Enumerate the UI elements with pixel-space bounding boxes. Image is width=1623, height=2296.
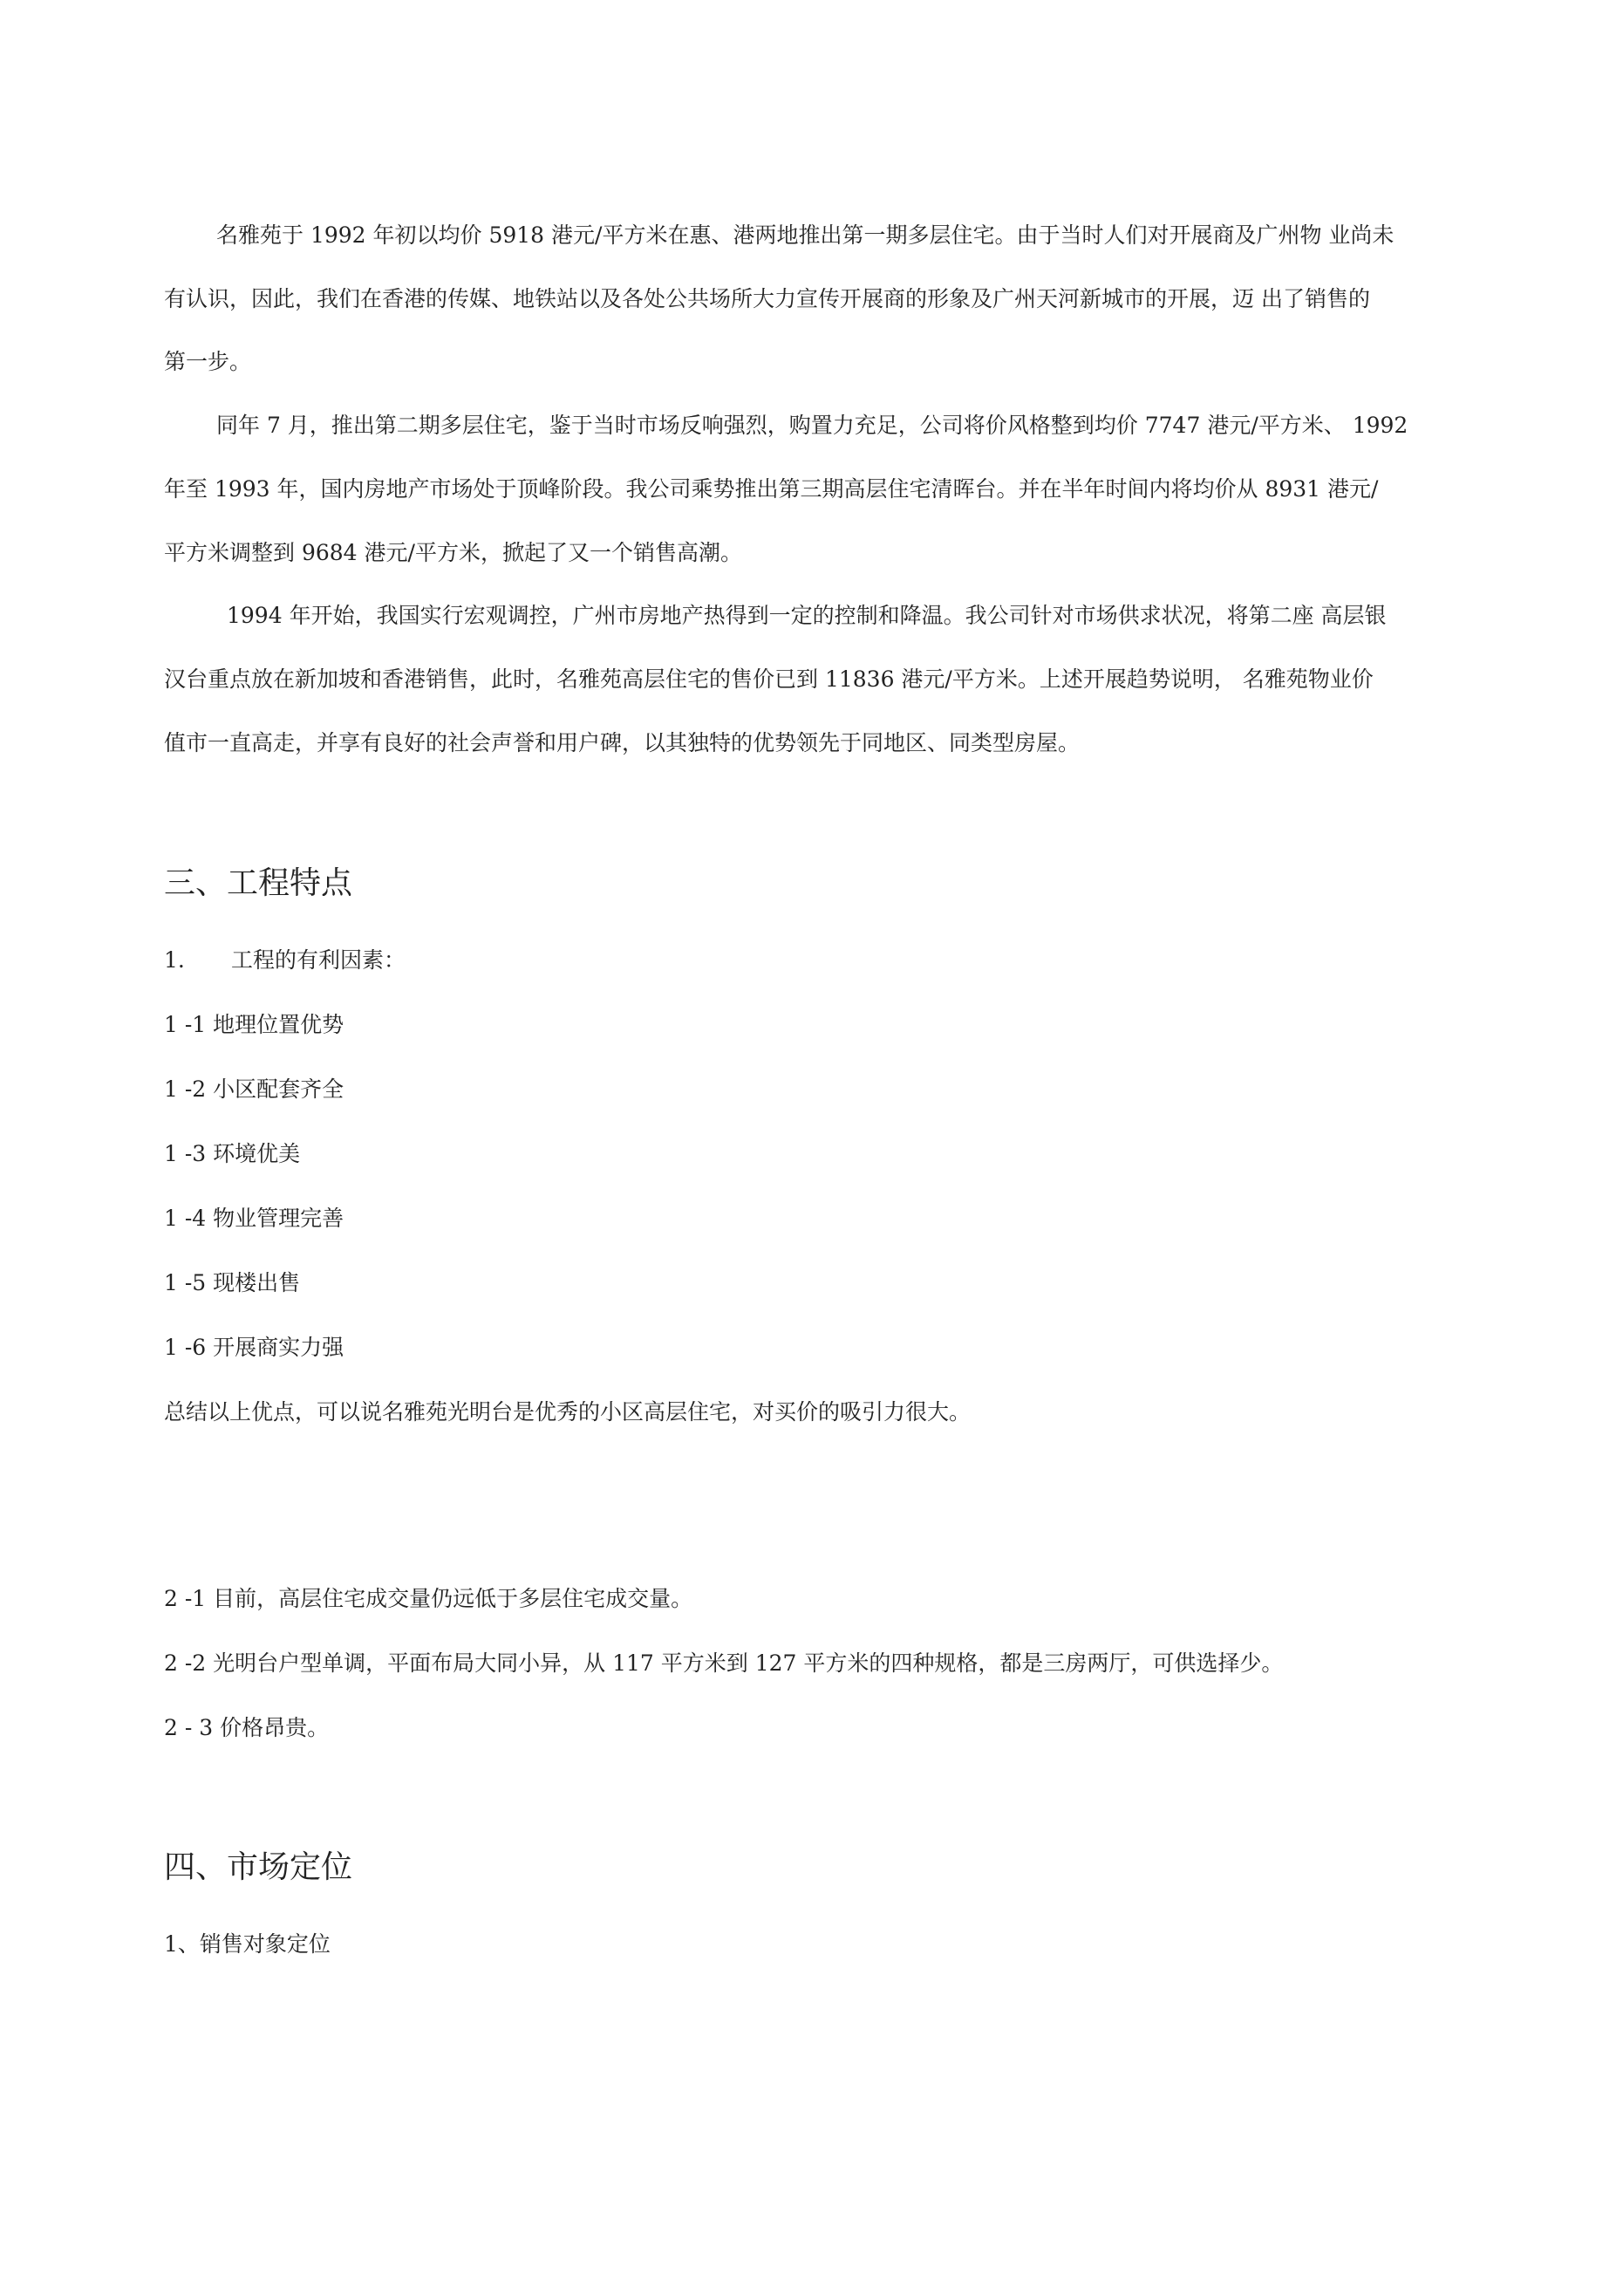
advantage-item: 1 -5 现楼出售 <box>164 1270 301 1295</box>
paragraph-2-line-1: 同年 7 月，推出第二期多层住宅，鉴于当时市场反响强烈，购置力充足，公司将价风格整到均价 7747 港元/平方米、 1992 <box>216 413 1408 438</box>
paragraph-3-line-3: 值市一直高走，并享有良好的社会声誉和用户碑，以其独特的优势领先于同地区、同类型房屋。 <box>164 730 1081 755</box>
advantage-item: 1 -3 环境优美 <box>164 1141 301 1166</box>
sales-target-subheading: 1、销售对象定位 <box>164 1931 331 1957</box>
section-4-heading: 四、市场定位 <box>164 1849 353 1885</box>
paragraph-2-line-3: 平方米调整到 9684 港元/平方米，掀起了又一个销售高潮。 <box>164 540 742 565</box>
disadvantage-item: 2 - 3 价格昂贵。 <box>164 1715 330 1740</box>
disadvantage-item: 2 -1 目前，高层住宅成交量仍远低于多层住宅成交量。 <box>164 1586 693 1611</box>
advantages-summary: 总结以上优点，可以说名雅苑光明台是优秀的小区高层住宅，对买价的吸引力很大。 <box>164 1399 972 1425</box>
advantage-item: 1 -4 物业管理完善 <box>164 1206 344 1231</box>
paragraph-1-line-3: 第一步。 <box>164 349 252 374</box>
paragraph-1-line-1: 名雅苑于 1992 年初以均价 5918 港元/平方米在惠、港两地推出第一期多层住宅。由于当时人们对开展商及广州物 业尚未 <box>216 222 1395 248</box>
disadvantage-item: 2 -2 光明台户型单调，平面布局大同小异，从 117 平方米到 127 平方米的四种规格，都是三房两厅，可供选择少。 <box>164 1650 1284 1676</box>
paragraph-2-line-2: 年至 1993 年，国内房地产市场处于顶峰阶段。我公司乘势推出第三期高层住宅清晖台。并在半年时间内将均价从 8931 港元/ <box>164 476 1379 502</box>
advantage-item: 1 -2 小区配套齐全 <box>164 1076 344 1102</box>
advantage-item: 1 -6 开展商实力强 <box>164 1335 344 1360</box>
section-3-heading: 三、工程特点 <box>164 865 353 901</box>
item-1-number: 1. <box>164 947 185 973</box>
paragraph-1-line-2: 有认识，因此，我们在香港的传媒、地铁站以及各处公共场所大力宣传开展商的形象及广州天河新城市的开展，迈 出了销售的 <box>164 286 1370 311</box>
paragraph-3-line-1: 1994 年开始，我国实行宏观调控，广州市房地产热得到一定的控制和降温。我公司针对市场供求状况，将第二座 高层银 <box>227 603 1387 628</box>
paragraph-3-line-2: 汉台重点放在新加坡和香港销售，此时，名雅苑高层住宅的售价已到 11836 港元/平方米。上述开展趋势说明， 名雅苑物业价 <box>164 666 1374 692</box>
advantage-item: 1 -1 地理位置优势 <box>164 1012 344 1037</box>
item-1-label: 工程的有利因素： <box>231 947 406 973</box>
